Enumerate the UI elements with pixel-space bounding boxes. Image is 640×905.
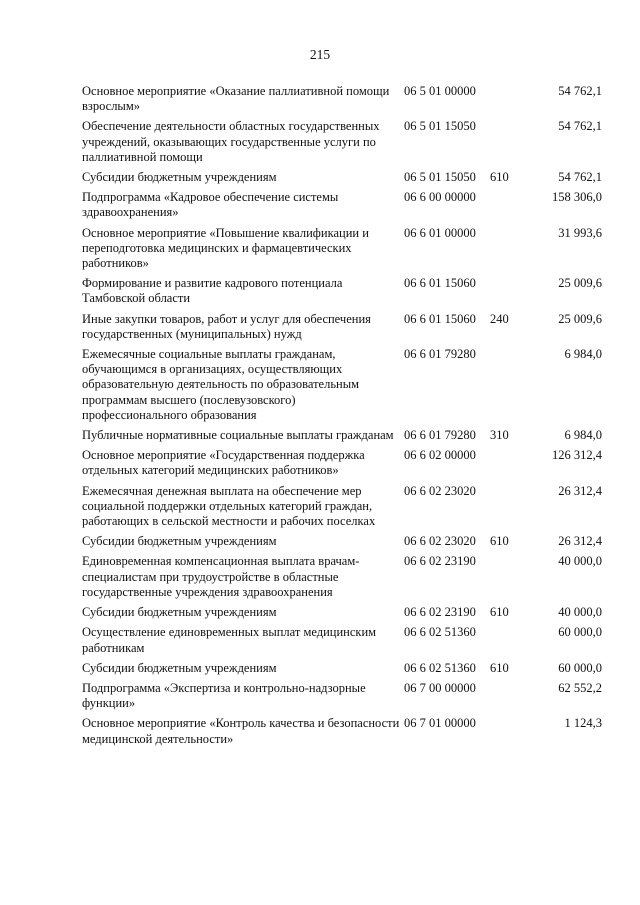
table-row xyxy=(82,170,602,185)
row-code: 06 6 01 15060 xyxy=(404,276,476,291)
row-code: 06 7 00 00000 xyxy=(404,680,476,695)
budget-table xyxy=(82,84,602,752)
row-code: 06 6 00 00000 xyxy=(404,190,476,205)
table-row xyxy=(82,554,602,600)
row-amount: 54 762,1 xyxy=(558,170,602,185)
table-row xyxy=(82,681,602,711)
row-amount: 40 000,0 xyxy=(558,605,602,620)
row-code: 06 6 01 00000 xyxy=(404,225,476,240)
row-description: Ежемесячные социальные выплаты гражданам, обучающимся в организациях, осуществляющих образовательную деятельность по образовательным программам высшего (послевузовского) профессионального образования xyxy=(82,347,360,422)
row-description: Субсидии бюджетным учреждениям xyxy=(82,170,277,185)
row-amount: 54 762,1 xyxy=(558,84,602,98)
page-number: 215 xyxy=(309,47,331,62)
row-description: Субсидии бюджетным учреждениям xyxy=(82,534,277,549)
table-row xyxy=(82,312,602,342)
row-code: 06 6 02 23190 xyxy=(404,605,476,620)
row-code: 06 5 01 00000 xyxy=(404,84,476,98)
row-amount: 25 009,6 xyxy=(558,276,602,291)
table-row xyxy=(82,534,602,549)
row-code: 06 6 01 79280 xyxy=(404,428,476,443)
table-row xyxy=(82,625,602,655)
row-code: 06 5 01 15050 xyxy=(404,119,476,134)
row-code: 06 6 02 51360 xyxy=(404,625,476,640)
row-amount: 54 762,1 xyxy=(558,119,602,134)
table-row xyxy=(82,448,602,478)
table-row xyxy=(82,347,602,423)
row-description: Основное мероприятие «Контроль качества и безопасности медицинской деятельности» xyxy=(82,716,400,746)
row-amount: 62 552,2 xyxy=(558,680,602,695)
row-expense-type: 610 xyxy=(490,660,509,675)
row-code: 06 6 02 23020 xyxy=(404,483,476,498)
table-row xyxy=(82,605,602,620)
row-amount: 158 306,0 xyxy=(552,190,602,205)
row-amount: 26 312,4 xyxy=(558,534,602,549)
row-code: 06 6 02 00000 xyxy=(404,448,476,463)
row-amount: 126 312,4 xyxy=(552,448,602,463)
row-code: 06 5 01 15050 xyxy=(404,170,476,185)
row-description: Единовременная компенсационная выплата врачам-специалистам при трудоустройстве в областные государственные учреждения здравоохранения xyxy=(82,554,360,599)
row-description: Подпрограмма «Экспертиза и контрольно-надзорные функции» xyxy=(82,680,366,711)
row-code: 06 6 02 51360 xyxy=(404,660,476,675)
table-row xyxy=(82,716,602,746)
row-description: Осуществление единовременных выплат медицинским работникам xyxy=(82,625,377,655)
row-amount: 60 000,0 xyxy=(558,625,602,640)
row-amount: 60 000,0 xyxy=(558,660,602,675)
row-description: Иные закупки товаров, работ и услуг для обеспечения государственных (муниципальных) нужд xyxy=(82,311,371,341)
row-description: Ежемесячная денежная выплата на обеспечение мер социальной поддержки отдельных категорий граждан, работающих в сельской местности и рабочих поселках xyxy=(82,483,376,529)
row-amount: 40 000,0 xyxy=(558,554,602,569)
row-description: Основное мероприятие «Повышение квалификации и переподготовка медицинских и фармацевтических работников» xyxy=(82,225,369,271)
row-amount: 1 124,3 xyxy=(564,716,602,731)
row-code: 06 6 01 15060 xyxy=(404,311,476,326)
table-row xyxy=(82,119,602,165)
row-expense-type: 240 xyxy=(490,311,509,326)
row-description: Публичные нормативные социальные выплаты гражданам xyxy=(82,428,394,443)
row-amount: 6 984,0 xyxy=(564,428,602,443)
row-expense-type: 610 xyxy=(490,534,509,549)
row-code: 06 7 01 00000 xyxy=(404,716,476,731)
row-amount: 31 993,6 xyxy=(558,225,602,240)
table-row xyxy=(82,428,602,443)
table-row xyxy=(82,84,602,114)
row-description: Основное мероприятие «Оказание паллиативной помощи взрослым» xyxy=(82,84,390,114)
row-description: Формирование и развитие кадрового потенциала Тамбовской области xyxy=(82,276,343,306)
row-description: Субсидии бюджетным учреждениям xyxy=(82,605,277,620)
row-amount: 25 009,6 xyxy=(558,311,602,326)
row-description: Обеспечение деятельности областных государственных учреждений, оказывающих государственные услуги по паллиативной помощи xyxy=(82,119,380,164)
row-expense-type: 310 xyxy=(490,428,509,443)
table-row xyxy=(82,226,602,272)
table-row xyxy=(82,484,602,530)
row-code: 06 6 02 23190 xyxy=(404,554,476,569)
row-expense-type: 610 xyxy=(490,605,509,620)
table-row xyxy=(82,276,602,306)
row-expense-type: 610 xyxy=(490,170,509,185)
row-description: Основное мероприятие «Государственная поддержка отдельных категорий медицинских работников» xyxy=(82,448,365,478)
row-code: 06 6 02 23020 xyxy=(404,534,476,549)
row-amount: 6 984,0 xyxy=(564,347,602,362)
row-description: Подпрограмма «Кадровое обеспечение системы здравоохранения» xyxy=(82,190,339,220)
table-row xyxy=(82,190,602,220)
table-row xyxy=(82,661,602,676)
row-code: 06 6 01 79280 xyxy=(404,347,476,362)
row-description: Субсидии бюджетным учреждениям xyxy=(82,660,277,675)
row-amount: 26 312,4 xyxy=(558,483,602,498)
